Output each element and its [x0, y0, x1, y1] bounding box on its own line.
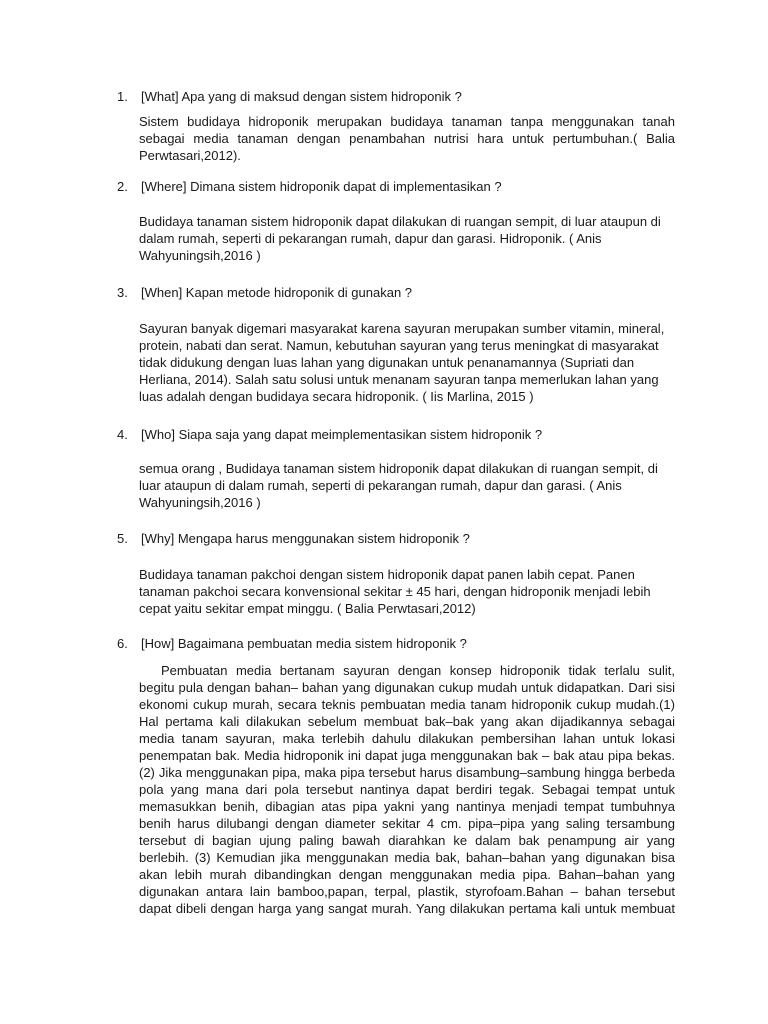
answer-line: benih harus dilubangi dengan diameter sekitar 4 cm. pipa–pipa yang saling tersambung: [139, 816, 675, 831]
question-2: [117, 178, 502, 195]
question-4: [117, 426, 542, 443]
answer-line: tersebut di bagian ujung paling bawah diarahkan ke dalam bak penampung air yang: [139, 833, 675, 848]
answer-line: dapat dibeli dengan harga yang sangat murah. Yang dilakukan pertama kali untuk membuat: [139, 901, 675, 916]
answer-line: cepat yaitu sekitar empat minggu. ( Balia Perwtasari,2012): [139, 601, 476, 616]
answer-line: luar ataupun di dalam rumah, seperti di pekarangan rumah, dapur dan garasi. ( Anis: [139, 478, 622, 493]
answer-line: berlebih. (3) Kemudian jika menggunakan media bak, bahan–bahan yang digunakan bisa: [139, 850, 675, 865]
answer-line: akan lebih murah dibandingkan dengan menggunakan media pipa. Bahan–bahan yang: [139, 867, 675, 882]
answer-line: protein, nabati dan serat. Namun, kebutuhan sayuran yang terus meningkat di masyarakat: [139, 338, 659, 353]
answer-6: [139, 662, 675, 917]
question-1: [117, 88, 462, 105]
question-5: [117, 530, 470, 547]
answer-line: (2) Jika menggunakan pipa, maka pipa tersebut harus disambung–sambung hingga berbeda: [139, 765, 675, 780]
answer-line: Budidaya tanaman sistem hidroponik dapat dilakukan di ruangan sempit, di luar ataupun di: [139, 214, 661, 229]
answer-line: dalam rumah, seperti di pekarangan rumah, dapur dan garasi. Hidroponik. ( Anis: [139, 231, 602, 246]
answer-line: pola yang mana dari pola tersebut nantinya dapat berdiri tegak. Sebagai tempat untuk: [139, 782, 675, 797]
answer-line: tanaman pakchoi secara konvensional sekitar ± 45 hari, dengan hidroponik menjadi lebih: [139, 584, 651, 599]
question-number: 1.: [117, 89, 128, 104]
question-number: 4.: [117, 427, 128, 442]
answer-line: Hal pertama kali dilakukan sebelum membuat bak–bak yang akan dijadikannya sebagai: [139, 714, 675, 729]
answer-line: Sistem budidaya hidroponik merupakan budidaya tanaman tanpa menggunakan tanah: [139, 114, 675, 129]
question-text: [Where] Dimana sistem hidroponik dapat di implementasikan ?: [141, 179, 502, 194]
question-number: 5.: [117, 531, 128, 546]
answer-line: digunakan antara lain bamboo,papan, terpal, plastik, styrofoam.Bahan – bahan tersebut: [139, 884, 675, 899]
answer-1: [139, 113, 675, 164]
answer-line: Pembuatan media bertanam sayuran dengan konsep hidroponik tidak terlalu sulit,: [161, 663, 675, 678]
question-text: [Why] Mengapa harus menggunakan sistem hidroponik ?: [141, 531, 470, 546]
question-number: 2.: [117, 179, 128, 194]
answer-line: memasukkan benih, dibagian atas pipa yakni yang nantinya menjadi tempat tumbuhnya: [139, 799, 675, 814]
answer-line: Wahyuningsih,2016 ): [139, 495, 261, 510]
answer-line: sebagai media tanaman dengan penambahan nutrisi hara untuk pertumbuhan.( Balia: [139, 131, 675, 146]
answer-line: Sayuran banyak digemari masyarakat karena sayuran merupakan sumber vitamin, mineral,: [139, 321, 665, 336]
question-text: [How] Bagaimana pembuatan media sistem hidroponik ?: [141, 636, 467, 651]
answer-4: [139, 460, 675, 511]
answer-5: [139, 566, 675, 617]
question-text: [When] Kapan metode hidroponik di gunakan ?: [141, 285, 413, 300]
answer-3: [139, 320, 675, 405]
question-text: [What] Apa yang di maksud dengan sistem hidroponik ?: [141, 89, 462, 104]
answer-2: [139, 213, 675, 264]
answer-line: Herliana, 2014). Salah satu solusi untuk menanam sayuran tanpa memerlukan lahan yang: [139, 372, 659, 387]
question-6: [117, 635, 467, 652]
question-number: 3.: [117, 285, 128, 300]
answer-line: Perwtasari,2012).: [139, 148, 241, 163]
question-3: [117, 284, 412, 301]
answer-line: ekonomi cukup murah, secara teknis pembuatan media tanam hidroponik cukup mudah.(1): [139, 697, 675, 712]
answer-line: begitu pula dengan bahan– bahan yang digunakan cukup mudah untuk didapatkan. Dari sisi: [139, 680, 675, 695]
answer-line: penempatan bak. Media hidroponik ini dapat juga menggunakan bak – bak atau pipa bekas.: [139, 748, 675, 763]
answer-line: tidak didukung dengan luas lahan yang digunakan untuk penanamannya (Supriati dan: [139, 355, 635, 370]
answer-line: semua orang , Budidaya tanaman sistem hidroponik dapat dilakukan di ruangan sempit, di: [139, 461, 658, 476]
answer-line: Budidaya tanaman pakchoi dengan sistem hidroponik dapat panen labih cepat. Panen: [139, 567, 635, 582]
question-number: 6.: [117, 636, 128, 651]
answer-line: luas adalah dengan budidaya secara hidroponik. ( Iis Marlina, 2015 ): [139, 389, 534, 404]
answer-line: Wahyuningsih,2016 ): [139, 248, 261, 263]
question-text: [Who] Siapa saja yang dapat meimplementasikan sistem hidroponik ?: [141, 427, 543, 442]
answer-line: media tanam sayuran, maka terlebih dahulu dilakukan pembersihan lahan untuk lokasi: [139, 731, 675, 746]
